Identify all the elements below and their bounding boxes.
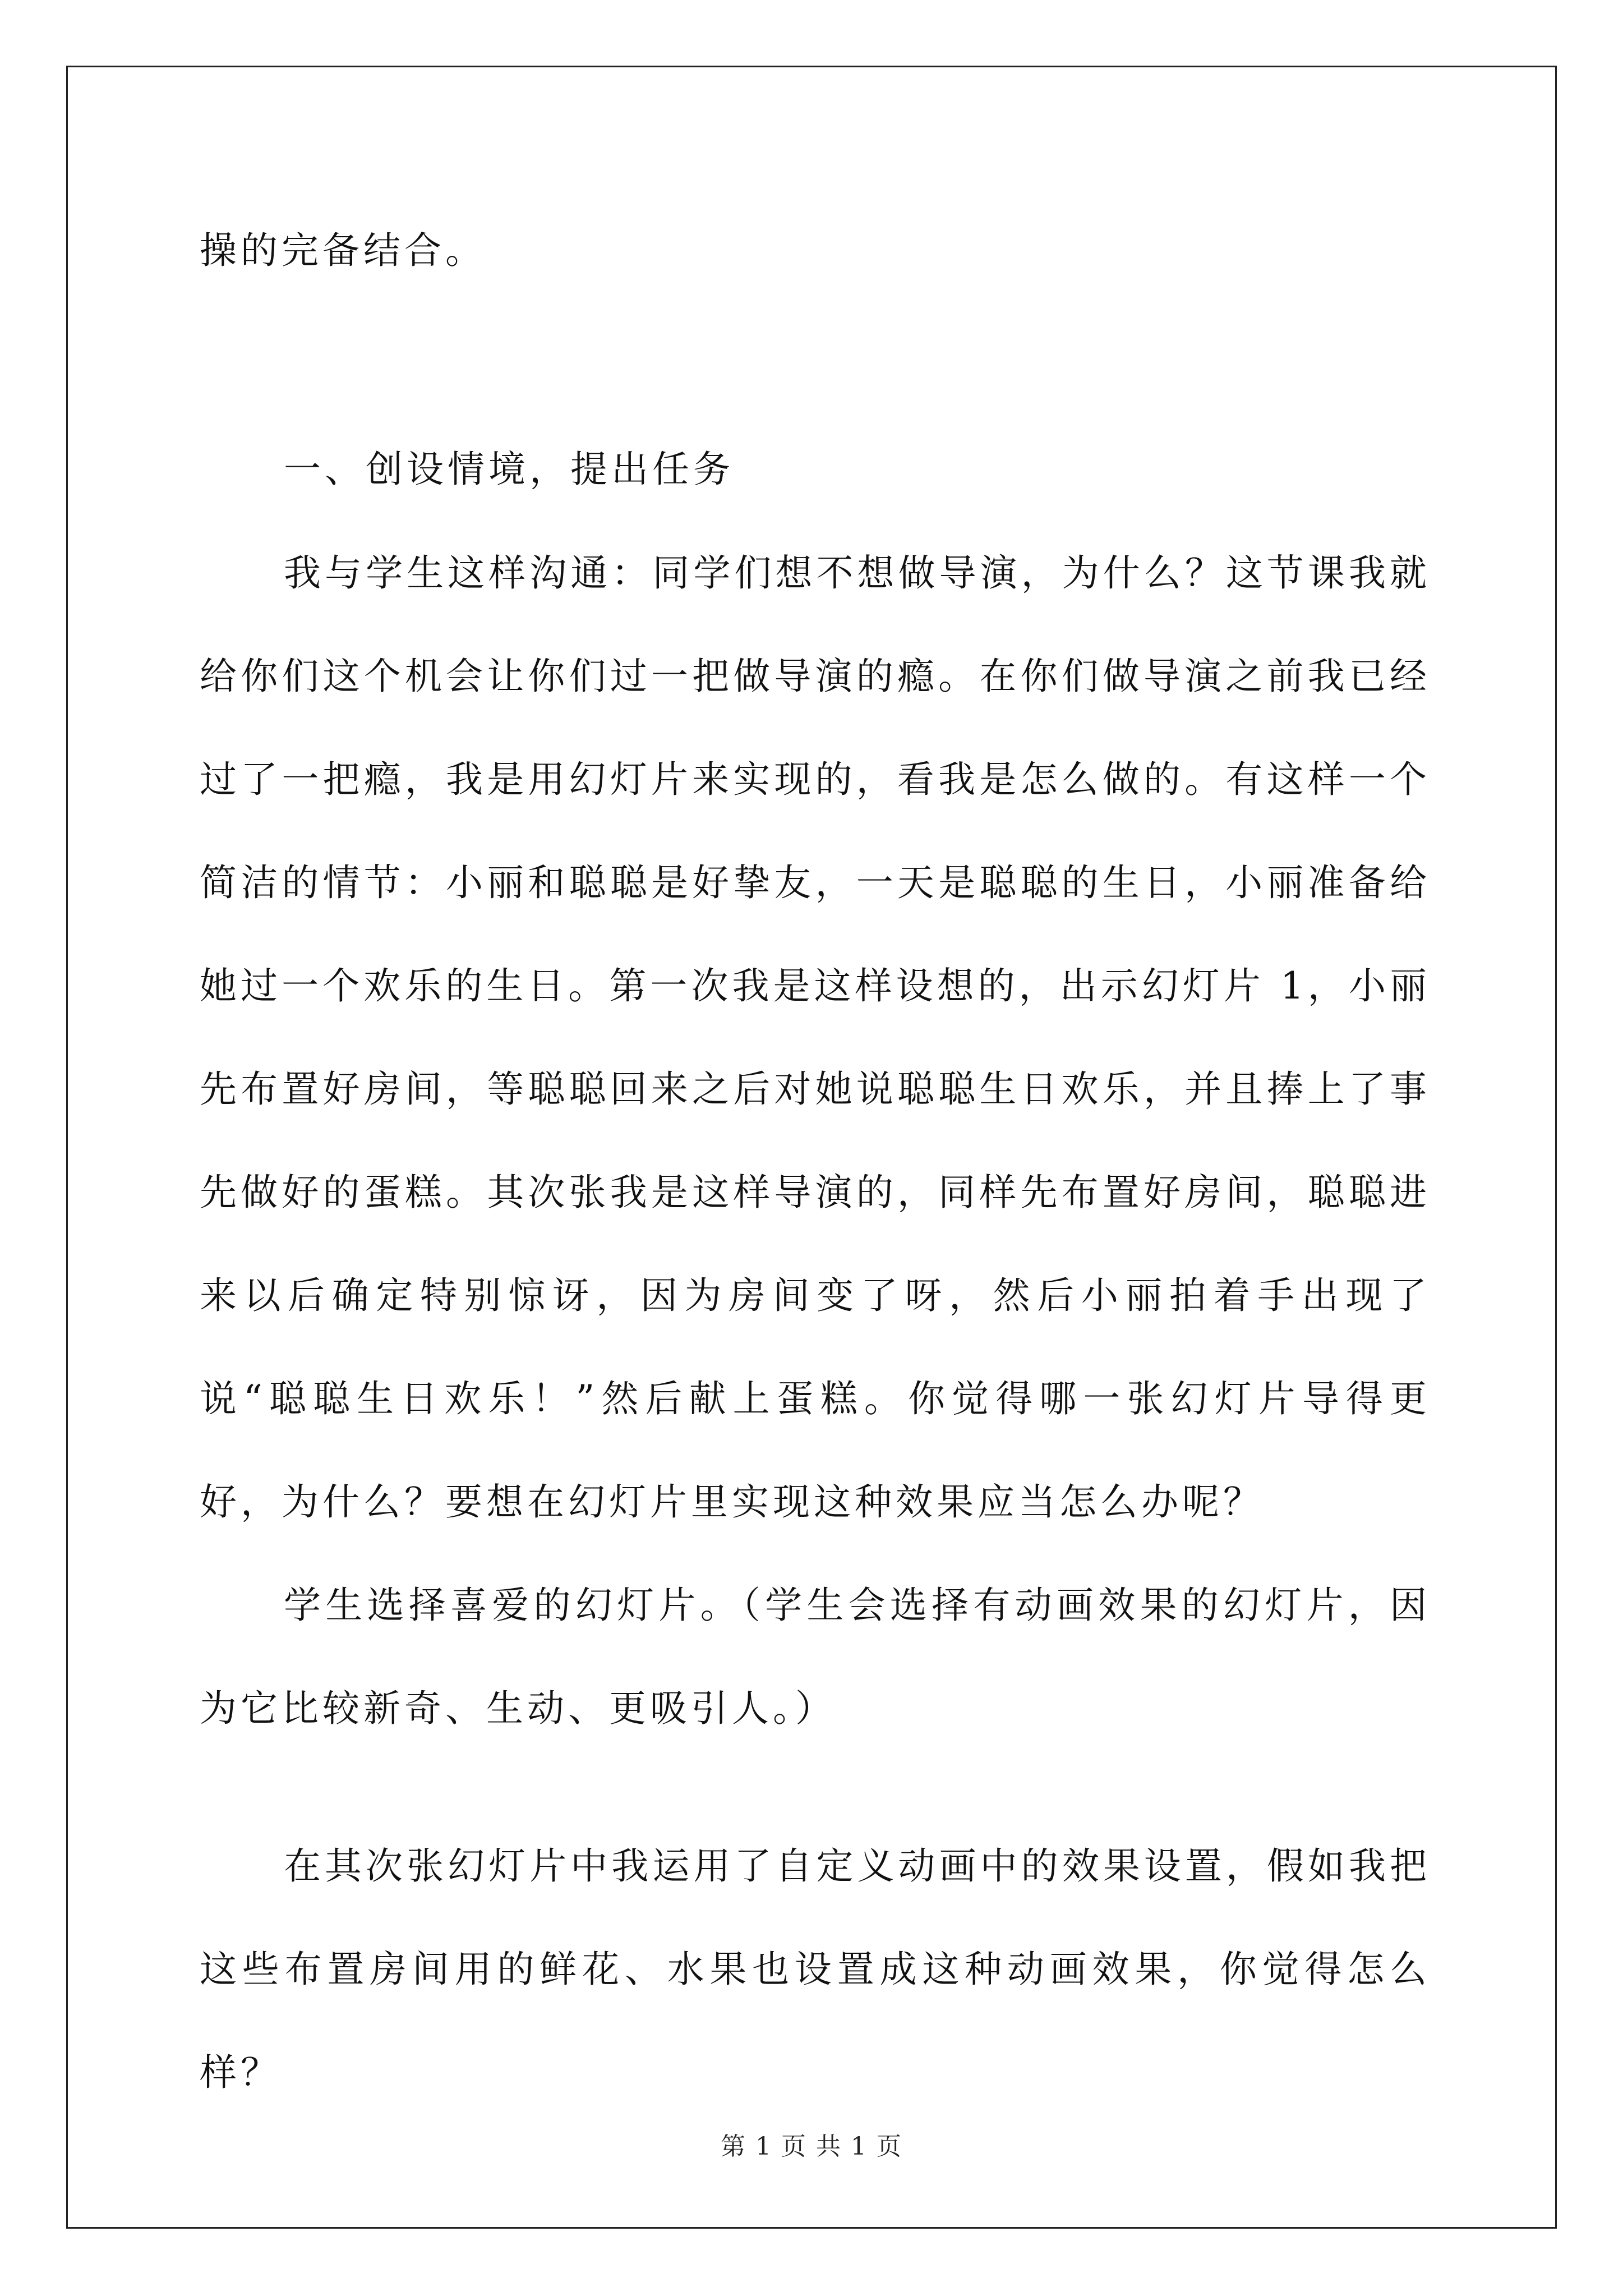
paragraph-animation-effect: 在其次张幻灯片中我运用了自定义动画中的效果设置，假如我把这些布置房间用的鲜花、水果也设置成这种动画效果，你觉得怎么样？ — [200, 1844, 1431, 2094]
section-heading: 一、创设情境，提出任务 — [284, 448, 734, 491]
paragraph-dialogue: 我与学生这样沟通：同学们想不想做导演，为什么？这节课我就给你们这个机会让你们过一把做导演的瘾。在你们做导演之前我已经过了一把瘾，我是用幻灯片来实现的，看我是怎么做的。有这样一个简洁的情节：小丽和聪聪是好挚友，一天是聪聪的生日，小丽准备给她过一个欢乐的生日。第一次我是这样设想的，出示幻灯片 1，小丽先布置好房间，等聪聪回来之后对她说聪聪生日欢乐，并且捧上了事先做好的蛋糕。其次张我是这样导演的，同样先布置好房间，聪聪进来以后确定特别惊讶，因为房间变了呀，然后小丽拍着手出现了说“聪聪生日欢乐！”然后献上蛋糕。你觉得哪一张幻灯片导得更好，为什么？要想在幻灯片里实现这种效果应当怎么办呢？ — [200, 551, 1431, 1524]
paragraph-continuation: 操的完备结合。 — [200, 229, 486, 272]
paragraph-student-choice: 学生选择喜爱的幻灯片。（学生会选择有动画效果的幻灯片，因为它比较新奇、生动、更吸引人。） — [200, 1584, 1431, 1730]
page-number-footer: 第 1 页 共 1 页 — [721, 2132, 902, 2161]
